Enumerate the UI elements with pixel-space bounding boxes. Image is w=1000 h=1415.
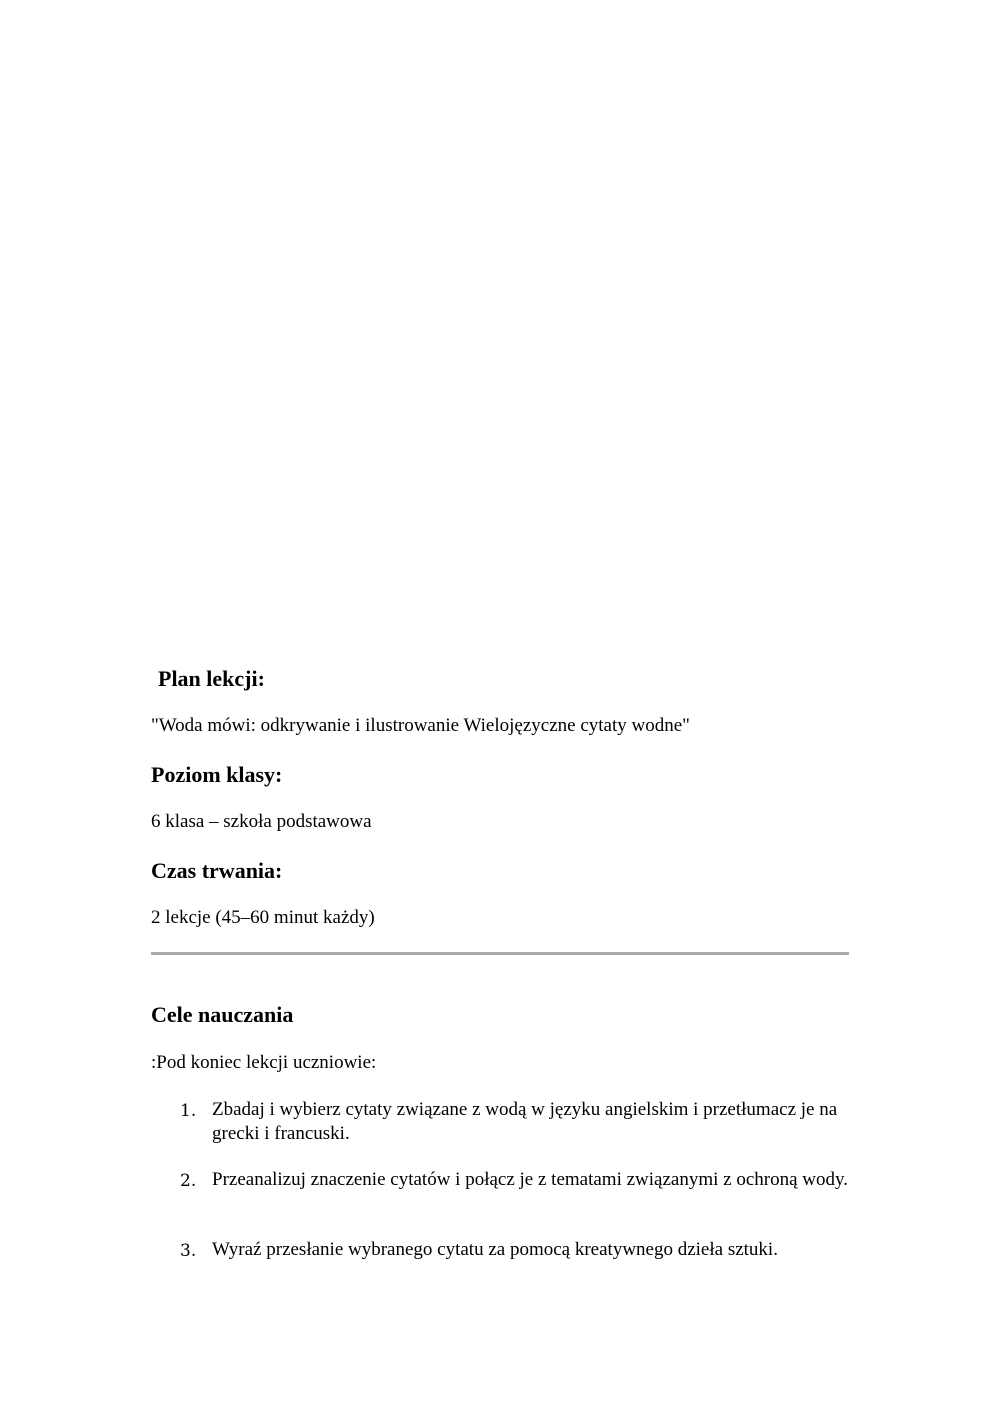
objective-number: 2.: [180, 1171, 197, 1191]
lesson-subtitle: "Woda mówi: odkrywanie i ilustrowanie Wielojęzyczne cytaty wodne": [151, 715, 690, 736]
objectives-intro: :Pod koniec lekcji uczniowie:: [151, 1052, 377, 1073]
section-divider: [151, 952, 849, 955]
duration-value: 2 lekcje (45–60 minut każdy): [151, 907, 375, 928]
objective-text: Wyraź przesłanie wybranego cytatu za pomocą kreatywnego dzieła sztuki.: [212, 1239, 778, 1260]
document-title: Plan lekcji:: [158, 666, 265, 691]
objective-number: 1.: [180, 1101, 197, 1121]
duration-heading: Czas trwania:: [151, 858, 283, 883]
objectives-heading: Cele nauczania: [151, 1002, 294, 1027]
objective-number: 3.: [180, 1241, 197, 1261]
objective-text: Zbadaj i wybierz cytaty związane z wodą w języku angielskim i przetłumacz je na grecki i francuski.: [212, 1099, 838, 1144]
grade-heading: Poziom klasy:: [151, 762, 283, 787]
objective-text: Przeanalizuj znaczenie cytatów i połącz je z tematami związanymi z ochroną wody.: [212, 1169, 849, 1190]
grade-value: 6 klasa – szkoła podstawowa: [151, 811, 372, 832]
